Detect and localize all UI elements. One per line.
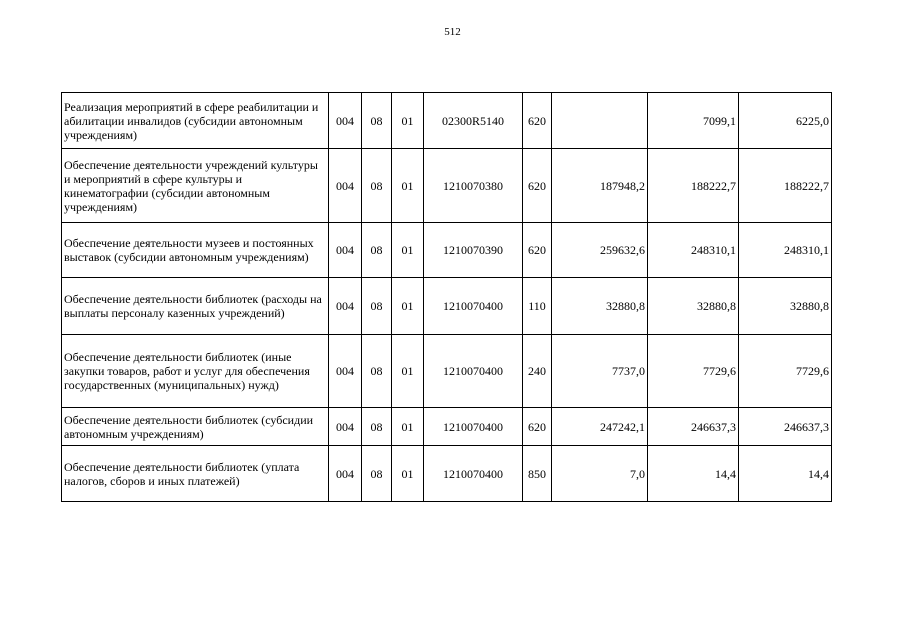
target-code: 1210070400: [424, 408, 523, 446]
table-row: [62, 335, 832, 408]
row-name: Обеспечение деятельности библиотек (уплата налогов, сборов и иных платежей): [62, 446, 329, 502]
amount-2: 7729,6: [648, 335, 739, 408]
expense-type-code: 850: [523, 446, 552, 502]
ministry-code: 004: [329, 278, 362, 335]
row-name: Реализация мероприятий в сфере реабилитации и абилитации инвалидов (субсидии автономным учреждениям): [62, 93, 329, 149]
ministry-code: 004: [329, 408, 362, 446]
amount-2: 246637,3: [648, 408, 739, 446]
target-code: 1210070400: [424, 446, 523, 502]
subsection-code: 01: [392, 408, 424, 446]
table-row: [62, 149, 832, 223]
subsection-code: 01: [392, 446, 424, 502]
ministry-code: 004: [329, 93, 362, 149]
amount-3: 188222,7: [739, 149, 832, 223]
target-code: 1210070380: [424, 149, 523, 223]
ministry-code: 004: [329, 223, 362, 278]
section-code: 08: [362, 335, 392, 408]
table-row: [62, 278, 832, 335]
subsection-code: 01: [392, 149, 424, 223]
expense-type-code: 620: [523, 149, 552, 223]
budget-table: [61, 92, 832, 502]
row-name: Обеспечение деятельности учреждений культуры и мероприятий в сфере культуры и кинематографии (субсидии автономным учреждениям): [62, 149, 329, 223]
row-name: Обеспечение деятельности библиотек (субсидии автономным учреждениям): [62, 408, 329, 446]
amount-1: 187948,2: [552, 149, 648, 223]
row-name: Обеспечение деятельности библиотек (иные закупки товаров, работ и услуг для обеспечения государственных (муниципальных) нужд): [62, 335, 329, 408]
section-code: 08: [362, 446, 392, 502]
amount-1: 7737,0: [552, 335, 648, 408]
amount-3: 6225,0: [739, 93, 832, 149]
amount-2: 32880,8: [648, 278, 739, 335]
section-code: 08: [362, 223, 392, 278]
ministry-code: 004: [329, 446, 362, 502]
section-code: 08: [362, 149, 392, 223]
amount-3: 14,4: [739, 446, 832, 502]
amount-1: 7,0: [552, 446, 648, 502]
page-number: 512: [444, 26, 461, 38]
amount-1: 259632,6: [552, 223, 648, 278]
amount-2: 248310,1: [648, 223, 739, 278]
expense-type-code: 240: [523, 335, 552, 408]
expense-type-code: 620: [523, 223, 552, 278]
ministry-code: 004: [329, 335, 362, 408]
ministry-code: 004: [329, 149, 362, 223]
target-code: 1210070400: [424, 335, 523, 408]
target-code: 1210070400: [424, 278, 523, 335]
subsection-code: 01: [392, 278, 424, 335]
section-code: 08: [362, 93, 392, 149]
section-code: 08: [362, 408, 392, 446]
expense-type-code: 110: [523, 278, 552, 335]
target-code: 02300R5140: [424, 93, 523, 149]
section-code: 08: [362, 278, 392, 335]
amount-1: 247242,1: [552, 408, 648, 446]
subsection-code: 01: [392, 93, 424, 149]
expense-type-code: 620: [523, 408, 552, 446]
table-row: [62, 223, 832, 278]
row-name: Обеспечение деятельности библиотек (расходы на выплаты персоналу казенных учреждений): [62, 278, 329, 335]
row-name: Обеспечение деятельности музеев и постоянных выставок (субсидии автономным учреждениям): [62, 223, 329, 278]
target-code: 1210070390: [424, 223, 523, 278]
table-row: [62, 93, 832, 149]
subsection-code: 01: [392, 335, 424, 408]
table-row: [62, 446, 832, 502]
amount-2: 7099,1: [648, 93, 739, 149]
amount-3: 32880,8: [739, 278, 832, 335]
amount-2: 188222,7: [648, 149, 739, 223]
subsection-code: 01: [392, 223, 424, 278]
amount-1: [552, 93, 648, 149]
amount-1: 32880,8: [552, 278, 648, 335]
expense-type-code: 620: [523, 93, 552, 149]
amount-3: 246637,3: [739, 408, 832, 446]
amount-2: 14,4: [648, 446, 739, 502]
table-row: [62, 408, 832, 446]
amount-3: 7729,6: [739, 335, 832, 408]
amount-3: 248310,1: [739, 223, 832, 278]
